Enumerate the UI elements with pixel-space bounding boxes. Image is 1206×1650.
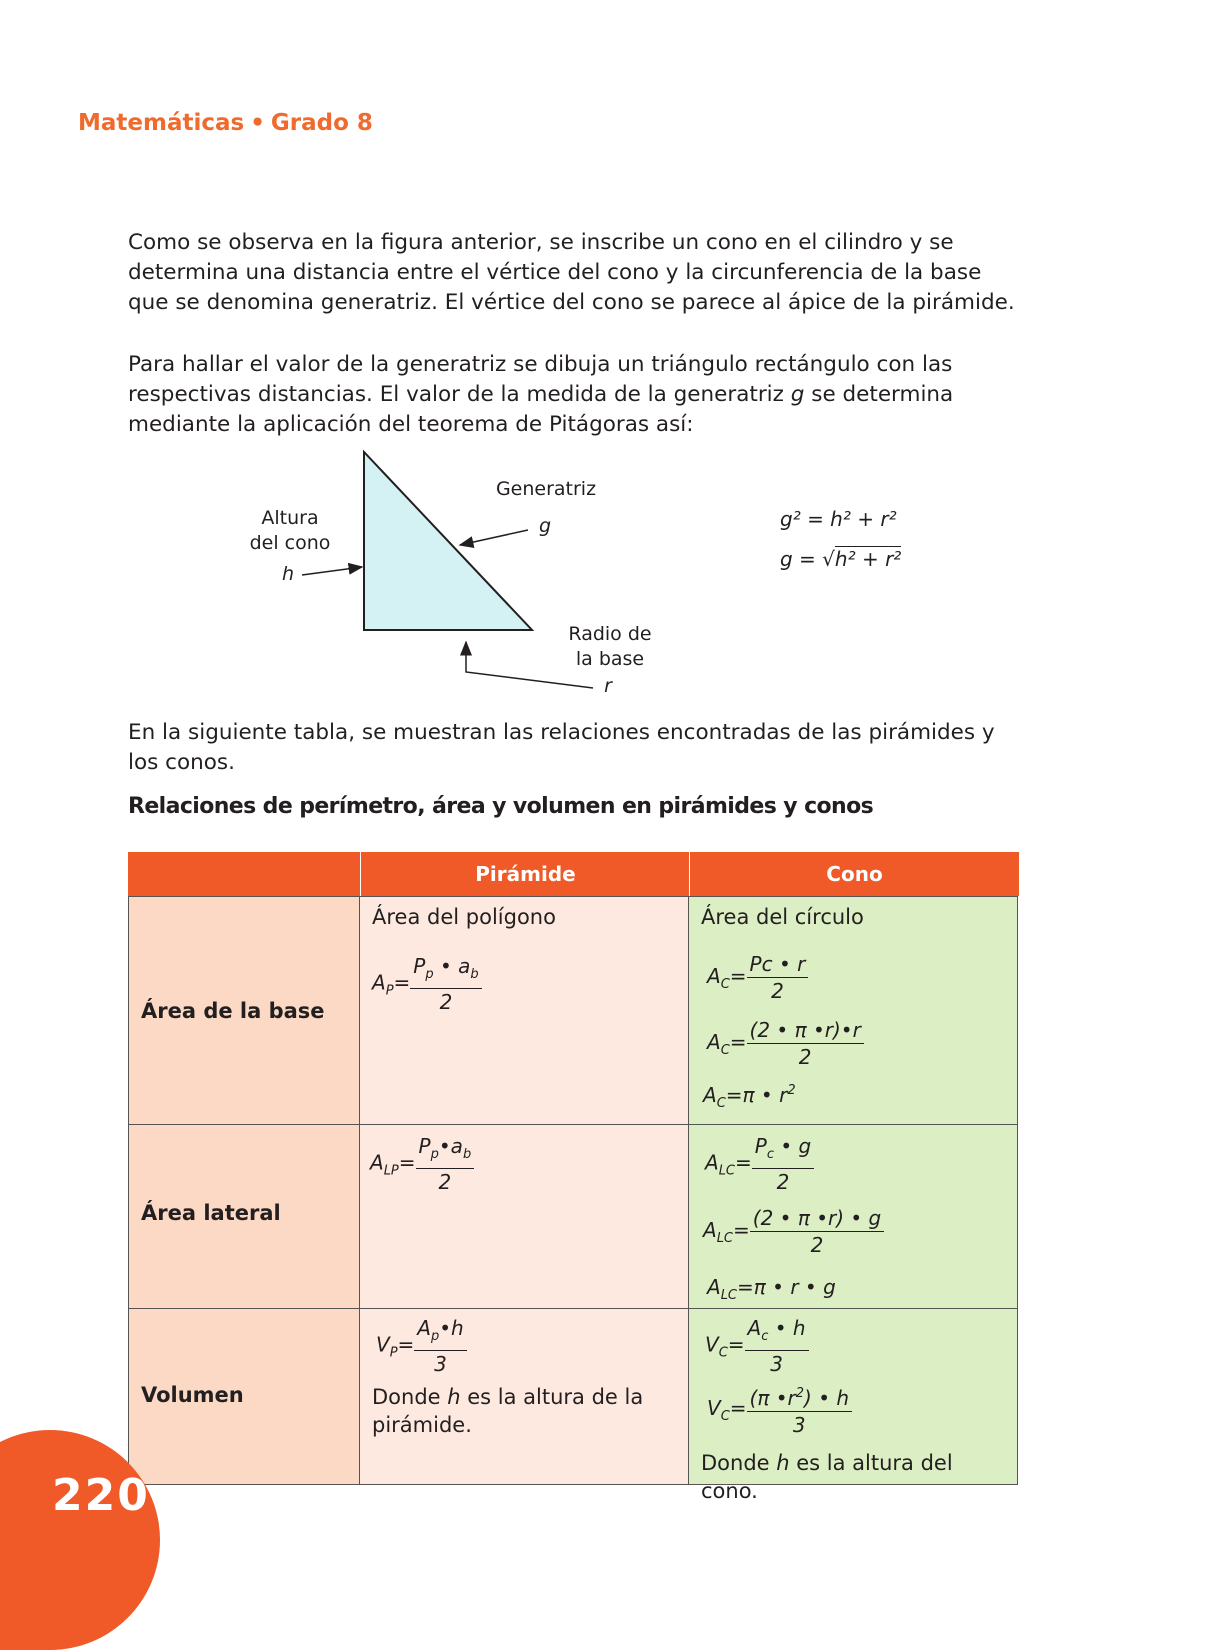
math-sup: 2: [795, 1386, 805, 1401]
math-num: [416, 1133, 475, 1169]
math-sub: p: [430, 1329, 440, 1344]
formula-cone-volume-2: [707, 1381, 852, 1438]
math-num: [745, 1315, 809, 1351]
math-fraction: [745, 1315, 809, 1377]
math-eq: =: [729, 1030, 747, 1054]
math-h: h: [451, 1316, 464, 1340]
math-A: A: [707, 1275, 721, 1299]
paragraph-pythagoras: [128, 350, 1028, 440]
math-fraction: [750, 1205, 884, 1258]
math-a: a: [458, 954, 471, 978]
formula-pyramid-volume: [376, 1315, 467, 1377]
math-sub: p: [430, 1147, 439, 1162]
row-label-lateral-area: Área lateral: [141, 1201, 281, 1225]
note-text: Donde: [372, 1385, 448, 1409]
pyramid-area-base-cell: [360, 896, 689, 1125]
math-num: [410, 953, 481, 989]
math-h: h: [792, 1316, 806, 1340]
math-eq: =: [393, 970, 411, 995]
math-sup: 2: [787, 1083, 796, 1098]
math-eq: =: [727, 1332, 745, 1357]
math-dot: •: [438, 1134, 451, 1158]
math-eq: =: [735, 1150, 752, 1175]
formula-cone-lateral-3: [707, 1275, 836, 1303]
variable-h: h: [776, 1451, 790, 1475]
generatrix-arrow: [460, 530, 528, 545]
math-eq: =: [729, 964, 747, 988]
height-label-2: del cono: [249, 532, 331, 554]
table-row-label-cell: [128, 896, 360, 1125]
math-A: A: [372, 970, 386, 995]
math-eq: =: [733, 1218, 750, 1242]
cone-volume-note: [701, 1449, 1011, 1505]
math-A: A: [705, 1150, 719, 1175]
math-g: g: [798, 1134, 812, 1158]
row-label-area-base: Área de la base: [141, 999, 325, 1023]
page-number: 220: [52, 1470, 150, 1521]
math-sub: LC: [720, 1288, 738, 1303]
header-grade: Grado 8: [270, 110, 373, 136]
radius-label-1: Radio de: [568, 623, 652, 645]
note-text: es la altura del cono.: [701, 1451, 953, 1503]
math-P: P: [413, 954, 426, 978]
math-sub: b: [462, 1147, 472, 1162]
header-subject: Matemáticas: [78, 110, 245, 136]
row-label-volume: Volumen: [141, 1383, 244, 1407]
math-dot: •: [439, 1316, 452, 1340]
math-fraction: [410, 953, 481, 1015]
math-sub: b: [470, 967, 479, 982]
math-A: A: [703, 1218, 717, 1242]
math-sub: P: [385, 983, 394, 999]
height-var: h: [281, 563, 295, 585]
math-A: A: [370, 1150, 384, 1175]
math-A: A: [747, 1316, 762, 1340]
math-den: 3: [792, 1413, 806, 1437]
math-term: π • r: [742, 1083, 788, 1107]
paragraph-text: Para hallar el valor de la generatriz se dibuja un triángulo rectángulo con las respectivas distancias. El valor de la medida de la generatriz: [128, 352, 953, 407]
pyramid-volume-note: [372, 1383, 672, 1439]
height-arrow: [302, 567, 362, 575]
table-row-label-cell: [128, 1125, 360, 1309]
header-text: Pirámide: [475, 862, 576, 886]
math-eq: =: [729, 1396, 747, 1420]
math-eq: =: [737, 1275, 754, 1299]
math-num: (2 • π •r)•r: [747, 1017, 864, 1044]
math-den: 2: [438, 1170, 452, 1194]
math-den: 3: [770, 1352, 783, 1376]
formula-cone-base-2: [707, 1017, 864, 1070]
formula-cone-lateral-1: [705, 1133, 814, 1195]
generatrix-var: g: [538, 515, 552, 537]
variable-g: g: [790, 382, 805, 407]
math-den: 2: [798, 1045, 812, 1069]
math-term: ) • h: [804, 1386, 850, 1410]
math-num: (2 • π •r) • g: [750, 1205, 884, 1232]
cone-area-base-cell: [689, 896, 1018, 1125]
cone-volume-cell: [689, 1309, 1018, 1503]
math-sub: LC: [716, 1231, 734, 1246]
math-sub: c: [766, 1147, 774, 1162]
paragraph-table-intro: En la siguiente tabla, se muestran las relaciones encontradas de las pirámides y los conos.: [128, 720, 995, 775]
paragraph-intro: Como se observa en la figura anterior, se inscribe un cono en el cilindro y se determina una distancia entre el vértice del cono y la circunferencia de la base que se denomina generatriz. El vértice del cono se parece al ápice de la pirámide.: [128, 230, 1015, 315]
math-dot: •: [439, 954, 452, 978]
math-V: V: [707, 1396, 721, 1420]
math-sub: C: [716, 1096, 726, 1111]
height-label-1: Altura: [261, 507, 319, 529]
math-term: (π •r: [749, 1386, 796, 1410]
cone-lateral-area-cell: [689, 1125, 1018, 1309]
math-den: 2: [439, 990, 453, 1014]
math-sub: LC: [718, 1163, 736, 1179]
math-den: 3: [434, 1352, 447, 1376]
pyramid-volume-cell: [360, 1309, 689, 1485]
math-eq: =: [397, 1332, 415, 1357]
math-sub: P: [389, 1345, 398, 1361]
math-fraction: [747, 1017, 864, 1070]
math-dot: •: [774, 1316, 787, 1340]
formula-cone-lateral-2: [703, 1205, 884, 1258]
math-sub: C: [720, 1409, 730, 1424]
formula-g-squared: g² = h² + r²: [780, 507, 897, 531]
math-P: P: [754, 1134, 767, 1158]
math-num: [752, 1133, 814, 1169]
math-den: 2: [776, 1170, 790, 1194]
math-den: 2: [810, 1233, 824, 1257]
generatrix-label: Generatriz: [495, 478, 597, 500]
math-sub: C: [720, 977, 730, 992]
radius-arrow: [466, 642, 593, 688]
pyramid-area-text: Área del polígono: [372, 905, 556, 929]
math-eq: =: [725, 1083, 743, 1107]
formula-cone-volume-1: [705, 1315, 809, 1377]
math-eq: =: [398, 1150, 416, 1175]
formula-pyramid-lateral: [370, 1133, 474, 1195]
note-text: Donde: [701, 1451, 777, 1475]
math-sub: c: [761, 1329, 769, 1344]
formula-g-root: [780, 547, 901, 571]
math-A: A: [703, 1083, 717, 1107]
math-A: A: [707, 1030, 721, 1054]
math-fraction: [747, 1381, 853, 1438]
math-a: a: [450, 1134, 463, 1158]
right-triangle-diagram: [240, 450, 680, 700]
variable-h: h: [447, 1385, 461, 1409]
math-sub: LP: [383, 1163, 399, 1179]
formula-radicand: h² + r²: [834, 547, 902, 571]
table-caption: Relaciones de perímetro, área y volumen en pirámides y conos: [128, 794, 874, 819]
table-header-cone: [689, 852, 1019, 896]
math-fraction: [747, 951, 809, 1004]
cone-area-text: Área del círculo: [701, 905, 864, 929]
formula-cone-base-3: [703, 1083, 796, 1111]
pyramid-lateral-area-cell: [360, 1125, 689, 1309]
math-dot: •: [780, 1134, 793, 1158]
math-term: π • r • g: [753, 1275, 836, 1299]
math-V: V: [705, 1332, 719, 1357]
formula-pyramid-base: [372, 953, 482, 1015]
math-num: Pc • r: [747, 951, 809, 978]
math-sub: p: [425, 967, 434, 982]
math-V: V: [376, 1332, 390, 1357]
header-separator: •: [250, 110, 265, 136]
radius-label-2: la base: [575, 648, 645, 670]
math-fraction: [752, 1133, 814, 1195]
math-sub: C: [718, 1345, 728, 1361]
radius-var: r: [604, 675, 612, 697]
math-fraction: [414, 1315, 466, 1377]
math-den: 2: [771, 979, 784, 1003]
table-row-label-cell: [128, 1309, 360, 1485]
paragraph-text: se determina mediante la aplicación del teorema de Pitágoras así:: [128, 382, 954, 437]
note-text: es la altura de la pirámide.: [372, 1385, 644, 1437]
math-A: A: [417, 1316, 431, 1340]
running-header: [78, 110, 373, 136]
math-A: A: [707, 964, 721, 988]
table-header-empty: [128, 852, 360, 896]
math-fraction: [416, 1133, 475, 1195]
header-text: Cono: [826, 862, 883, 886]
table-header-pyramid: [360, 852, 690, 896]
formula-prefix: g = √: [780, 547, 835, 571]
math-num: [747, 1381, 853, 1412]
math-num: [414, 1315, 466, 1351]
math-sub: C: [720, 1043, 730, 1058]
math-P: P: [418, 1134, 431, 1158]
formula-cone-base-1: [707, 951, 808, 1004]
